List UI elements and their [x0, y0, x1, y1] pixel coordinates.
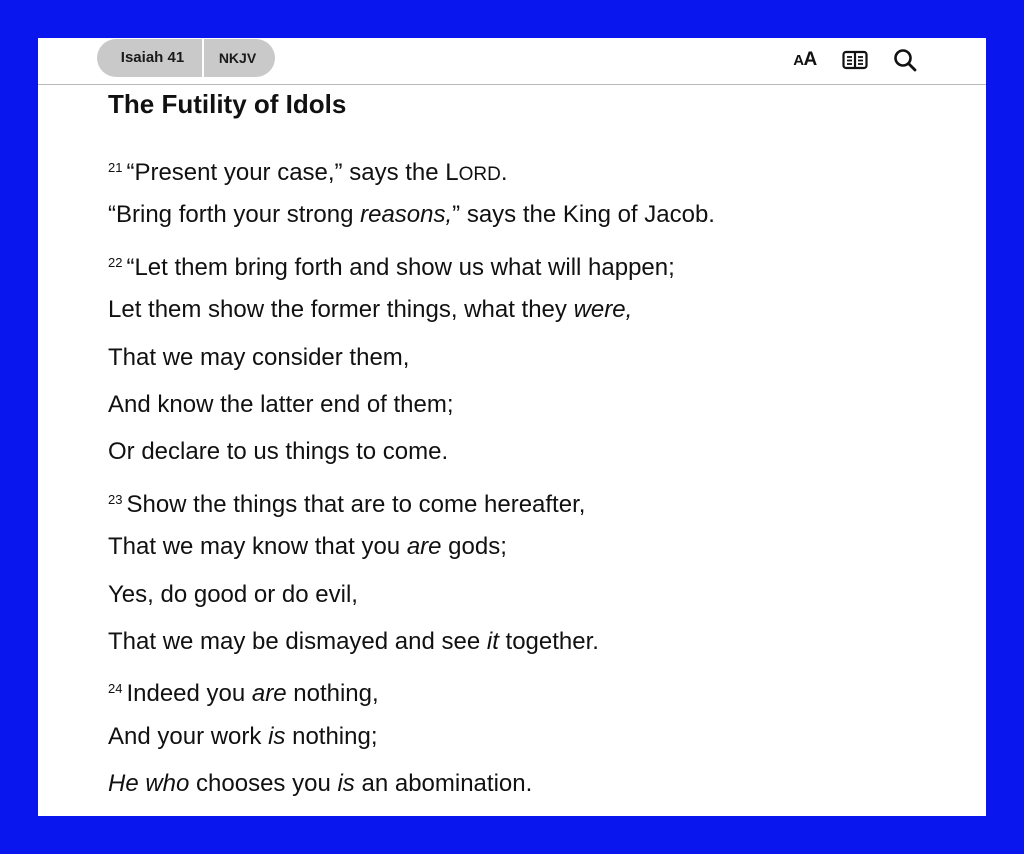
font-size-icon[interactable] — [790, 48, 820, 72]
book-chapter-button[interactable]: Isaiah 41 — [97, 39, 204, 77]
verse-23-line-4[interactable]: That we may be dismayed and see it together. — [108, 627, 599, 655]
verse-22-line-4[interactable]: And know the latter end of them; — [108, 390, 454, 418]
verse-23-line-3[interactable]: Yes, do good or do evil, — [108, 580, 358, 608]
verse-24-line-1[interactable]: $^{24}$ Indeed you are nothing, — [108, 680, 379, 708]
verse-21-line-2[interactable]: “Bring forth your strong reasons,” says the King of Jacob. — [108, 201, 715, 229]
section-heading: The Futility of Idols — [108, 89, 347, 119]
verse-22-line-3[interactable]: That we may consider them, — [108, 343, 410, 371]
verse-24-line-2[interactable]: And your work is nothing; — [108, 722, 378, 750]
chapter-content — [108, 85, 928, 807]
book-icon[interactable] — [840, 48, 870, 72]
verse-number: 21 — [108, 160, 123, 175]
font-size-small-glyph: A — [793, 51, 804, 69]
verse-number: 24 — [108, 681, 123, 697]
verse-number: 22 — [108, 254, 123, 270]
verse-24-line-3[interactable]: He who chooses you is an abomination. — [108, 770, 533, 798]
passage-selector — [97, 39, 275, 77]
verse-22-line-2[interactable]: Let them show the former things, what they were, — [108, 296, 633, 324]
search-icon[interactable] — [890, 48, 920, 72]
font-size-large-glyph: A — [803, 49, 817, 70]
reader-toolbar — [38, 38, 986, 85]
verse-list — [108, 144, 928, 807]
verse-22-line-5[interactable]: Or declare to us things to come. — [108, 438, 449, 466]
version-button[interactable]: NKJV — [204, 39, 275, 77]
verse-21-line-1[interactable]: $^{21}$ “Present your case,” says the LORD. — [108, 159, 508, 186]
verse-22-line-1[interactable]: $^{22}$ “Let them bring forth and show us what will happen; — [108, 253, 675, 281]
reader-window — [38, 38, 986, 816]
toolbar-actions — [790, 48, 920, 72]
verse-number: 23 — [108, 491, 123, 507]
verse-23-line-1[interactable]: $^{23}$ Show the things that are to come hereafter, — [108, 490, 586, 518]
verse-23-line-2[interactable]: That we may know that you are gods; — [108, 533, 507, 561]
